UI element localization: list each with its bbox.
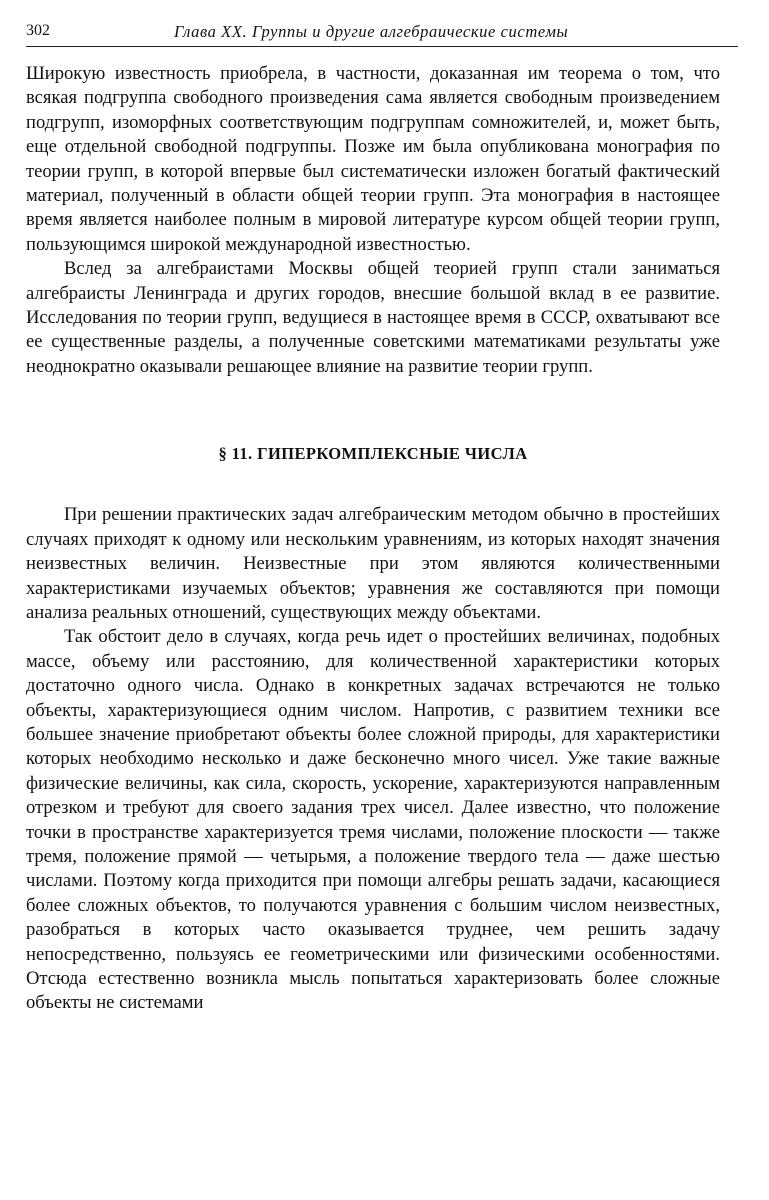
- section-title: § 11. ГИПЕРКОМПЛЕКСНЫЕ ЧИСЛА: [218, 444, 528, 464]
- body-text: [26, 62, 720, 1016]
- paragraph: Вслед за алгебраистами Москвы общей теорией групп стали заниматься алгебраисты Ленинграда и других городов, внесшие большой вклад в ее развитие. Исследования по теории групп, ведущиеся в настоящее время в СССР, охватывают все ее существенные разделы, а полученные советскими математиками результаты уже неоднократно оказывали решающее влияние на развитие теории групп.: [26, 258, 720, 377]
- page-number: 302: [26, 22, 50, 39]
- paragraph: Так обстоит дело в случаях, когда речь идет о простейших величинах, подобных массе, объему или расстоянию, для количественной характеристики которых достаточно одного числа. Однако в конкретных задачах встречаются не только объекты, характеризующиеся одним числом. Напротив, с развитием техники все большее значение приобретают объекты более сложной природы, для характеристики которых необходимо несколько и даже бесконечно много чисел. Уже такие важные физические величины, как сила, скорость, ускорение, характеризуются направленным отрезком и требуют для своего задания трех чисел. Далее известно, что положение точки в пространстве характеризуется тремя числами, положение плоскости — также тремя, положение прямой — четырьмя, а положение твердого тела — даже шестью числами. Поэтому когда приходится при помощи алгебры решать задачи, касающиеся более сложных объектов, то получаются уравнения с большим числом неизвестных, разобраться в которых часто оказывается труднее, чем решить задачу непосредственно, пользуясь ее геометрическими или физическими особенностями. Отсюда естественно возникла мысль попытаться характеризовать более сложные объекты не системами: [26, 626, 720, 1014]
- paragraph: Широкую известность приобрела, в частности, доказанная им теорема о том, что всякая подгруппа свободного произведения сама является свободным произведением подгрупп, изоморфных соответствующим подгруппам сомножителей, и, может быть, еще отдельной свободной подгруппы. Позже им была опубликована монография по теории групп, в которой впервые был систематически изложен богатый фактический материал, полученный в области общей теории групп. Эта монография в настоящее время является наиболее полным в мировой литературе курсом общей теории групп, пользующимся широкой международной известностью.: [26, 63, 720, 255]
- running-title: Глава XX. Группы и другие алгебраические системы: [174, 22, 569, 41]
- page-header: [26, 18, 738, 47]
- paragraph: При решении практических задач алгебраическим методом обычно в простейших случаях приходят к одному или нескольким уравнениям, из которых находят значения неизвестных величин. Неизвестные при этом являются количественными характеристиками изучаемых объектов; уравнения же составляются при помощи анализа реальных отношений, существующих между объектами.: [26, 504, 720, 623]
